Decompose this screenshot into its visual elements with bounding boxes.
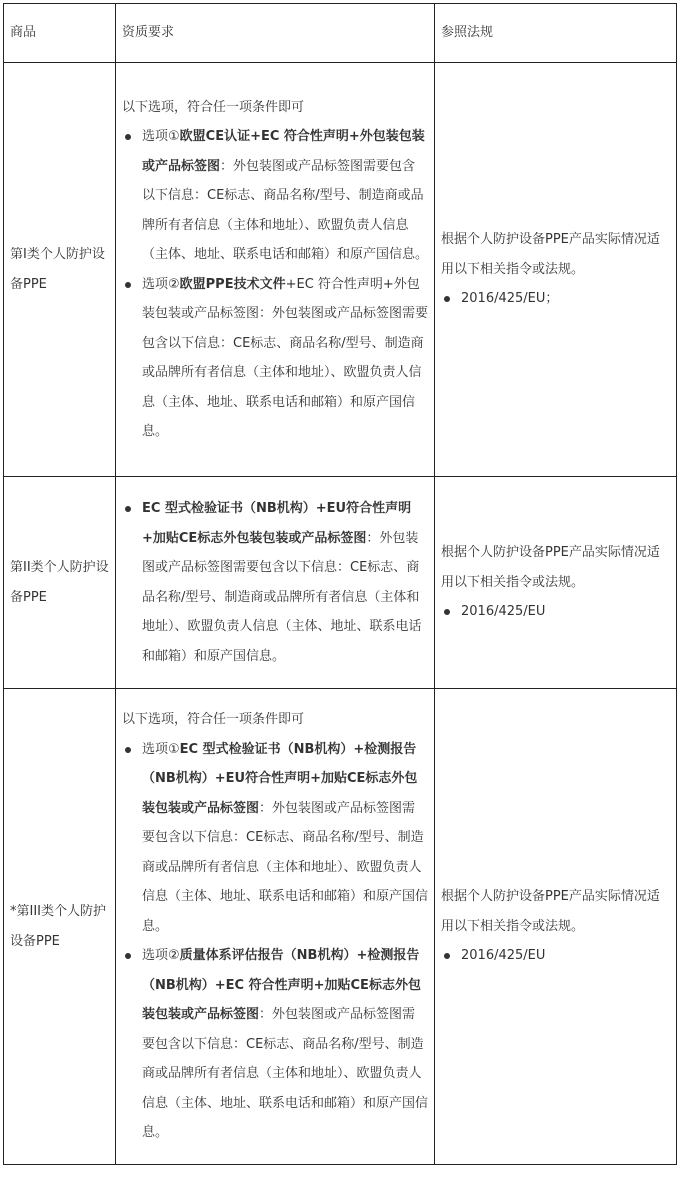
option-bold: EC 型式检验证书（NB机构）+检测报告（NB机构）+EU符合性声明+加贴CE标志外包装包装或产品标签图	[142, 741, 418, 816]
table-row	[4, 689, 677, 1165]
option-detail: ：外包装图或产品标签图需要包含以下信息：CE标志、商品名称/型号、制造商或品牌所有者信息（主体和地址）、欧盟负责人信息（主体、地址、联系电话和邮箱）和原产国信息。	[142, 158, 429, 262]
requirements-cell	[116, 689, 435, 1165]
regulations-cell	[435, 689, 677, 1165]
ppe-requirements-table	[3, 3, 677, 1165]
option-bold: EC 型式检验证书（NB机构）+EU符合性声明+加贴CE标志外包装包装或产品标签图	[142, 501, 412, 546]
regulation-note: 根据个人防护设备PPE产品实际情况适用以下相关指令或法规。	[441, 889, 660, 934]
option-detail: +EC 符合性声明+外包装包装或产品标签图：外包装图或产品标签图需要包含以下信息：CE标志、商品名称/型号、制造商或品牌所有者信息（主体和地址）、欧盟负责人信息（主体、地址、联系电话和邮箱）和原产国信息。	[142, 276, 429, 439]
option-detail: ：外包装图或产品标签图需要包含以下信息：CE标志、商品名称/型号、制造商或品牌所有者信息（主体和地址）、欧盟负责人信息（主体、地址、联系电话和邮箱）和原产国信息。	[142, 530, 422, 664]
option-prefix: 选项②	[142, 948, 180, 964]
option-bold: 欧盟PPE技术文件	[179, 276, 286, 292]
option-prefix: 选项①	[142, 741, 180, 757]
regulation-list	[441, 597, 670, 627]
option-item	[122, 735, 428, 942]
requirements-intro: 以下选项，符合任一项条件即可	[122, 99, 305, 115]
option-detail: ：外包装图或产品标签图需要包含以下信息：CE标志、商品名称/型号、制造商或品牌所有者信息（主体和地址）、欧盟负责人信息（主体、地址、联系电话和邮箱）和原产国信息。	[142, 1007, 429, 1141]
option-item	[122, 122, 428, 270]
product-cell: 第I类个人防护设备PPE	[4, 63, 116, 477]
regulation-item: 2016/425/EU	[441, 597, 670, 627]
regulation-note: 根据个人防护设备PPE产品实际情况适用以下相关指令或法规。	[441, 232, 660, 277]
option-prefix: 选项②	[142, 276, 180, 292]
option-list	[122, 494, 428, 671]
option-bold: 欧盟CE认证+EC 符合性声明+外包装包装或产品标签图	[142, 129, 425, 174]
table-row	[4, 63, 677, 477]
regulation-item: 2016/425/EU	[441, 941, 670, 971]
regulation-note: 根据个人防护设备PPE产品实际情况适用以下相关指令或法规。	[441, 545, 660, 590]
product-cell: 第II类个人防护设备PPE	[4, 477, 116, 689]
option-prefix: 选项①	[142, 129, 180, 144]
option-item	[122, 270, 428, 447]
regulations-cell	[435, 63, 677, 477]
table-row	[4, 477, 677, 689]
option-list	[122, 122, 428, 447]
header-requirements: 资质要求	[116, 4, 435, 63]
table-header-row	[4, 4, 677, 63]
header-product: 商品	[4, 4, 116, 63]
requirements-intro: 以下选项，符合任一项条件即可	[122, 712, 305, 728]
option-list	[122, 735, 428, 1148]
regulation-item: 2016/425/EU；	[441, 284, 670, 314]
requirements-cell	[116, 63, 435, 477]
header-regulations: 参照法规	[435, 4, 677, 63]
product-cell: *第III类个人防护设备PPE	[4, 689, 116, 1165]
option-detail: ：外包装图或产品标签图需要包含以下信息：CE标志、商品名称/型号、制造商或品牌所有者信息（主体和地址）、欧盟负责人信息（主体、地址、联系电话和邮箱）和原产国信息。	[142, 800, 429, 934]
regulations-cell	[435, 477, 677, 689]
option-item	[122, 941, 428, 1148]
regulation-list	[441, 941, 670, 971]
option-bold: 质量体系评估报告（NB机构）+检测报告（NB机构）+EC 符合性声明+加贴CE标志外包装包装或产品标签图	[142, 948, 421, 1023]
regulation-list	[441, 284, 670, 314]
requirements-cell	[116, 477, 435, 689]
option-item	[122, 494, 428, 671]
